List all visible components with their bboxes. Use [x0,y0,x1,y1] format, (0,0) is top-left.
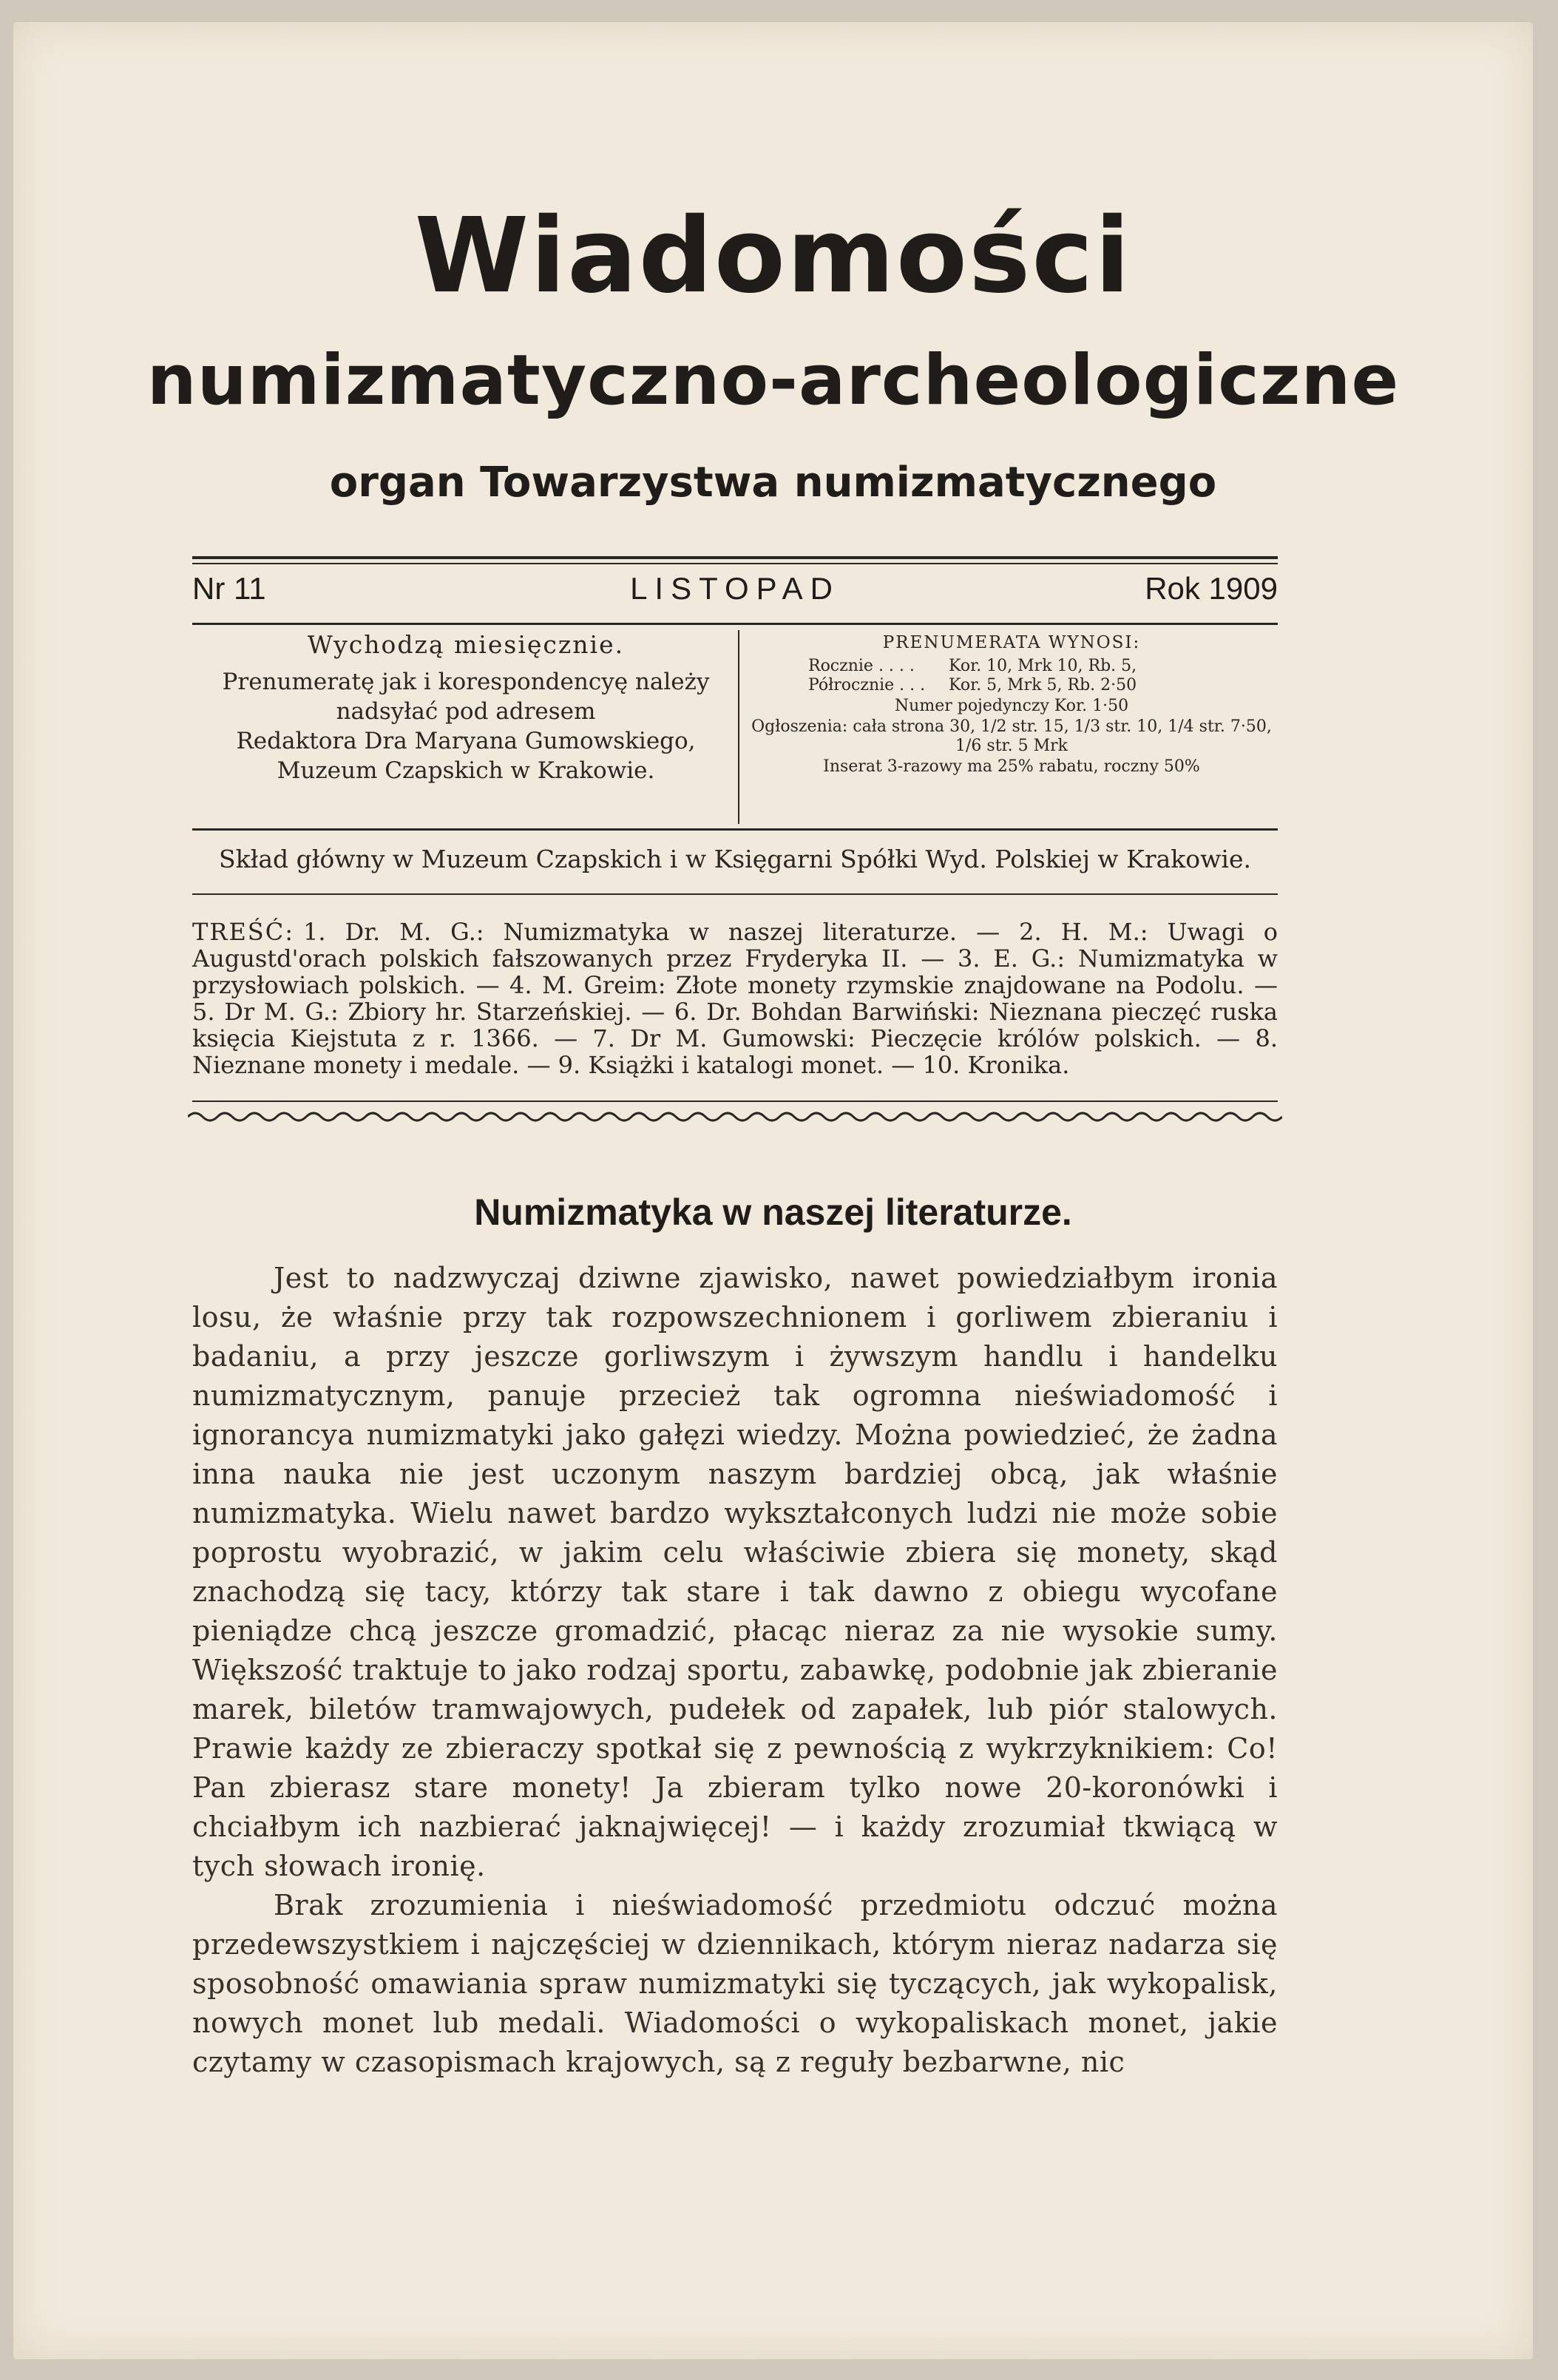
ads-prices: Ogłoszenia: cała strona 30, 1/2 str. 15, 1/3 str. 10, 1/4 str. 7·50, 1/6 str. 5 Mrk [751,717,1272,755]
issue-year: Rok 1909 [1145,571,1278,606]
contents-text: 1. Dr. M. G.: Numizmatyka w naszej literaturze. — 2. H. M.: Uwagi o Augustd'orach polskich fałszowanych przez Fryderyka II. — 3. E. G.: Numizmatyka w przysłowiach polskich. — 4. M. Greim: Złote monety rzymskie znajdowane na Podolu. — 5. Dr M. G.: Zbiory hr. Starzeńskiej. — 6. Dr. Bohdan Barwiński: Nieznana pieczęć ruska księcia Kiejstuta z r. 1366. — 7. Dr M. Gumowski: Pieczęcie królów polskich. — 8. Nieznane monety i medale. — 9. Książki i katalogi monet. — 10. Kronika. [192,918,1278,1079]
issue-month: LISTOPAD [630,571,840,606]
masthead-title: Wiadomości [414,196,1132,317]
info-line: nadsyłać pod adresem [336,698,596,725]
double-rule-bottom [192,563,1278,564]
info-line: Muzeum Czapskich w Krakowie. [277,757,655,784]
insert-discount: Inserat 3-razowy ma 25% rabatu, roczny 50% [823,757,1200,776]
subscription-info [745,630,1278,826]
issue-row [192,571,1278,623]
contents-label: TREŚĆ: [192,918,294,946]
price-label: Półrocznie . . . [808,676,926,694]
contents-bottom-rule [192,1101,1278,1102]
price-value: Kor. 10, Mrk 10, Rb. 5, [949,657,1137,675]
info-line: Prenumeratę jak i korespondencyę należy [222,669,710,695]
publication-info [192,630,739,826]
distribution-note: Skład główny w Muzeum Czapskich i w Księgarni Spółki Wyd. Polskiej w Krakowie. [219,845,1251,873]
double-rule-top [192,556,1278,559]
article-body [192,1259,1278,2082]
article-title: Numizmatyka w naszej literaturze. [474,1191,1072,1233]
article-paragraph: Jest to nadzwyczaj dziwne zjawisko, nawet powiedziałbym ironia losu, że właśnie przy tak rozpowszechnionem i gorliwem zbieraniu i badaniu, a przy jeszcze gorliwszym i żywszym handlu i handelku numizmatycznym, panuje przecież tak ogromna nieświadomość i ignorancya numizmatyki jako gałęzi wiedzy. Można powiedzieć, że żadna inna nauka nie jest uczonym naszym bardziej obcą, jak właśnie numizmatyka. Wielu nawet bardzo wykształconych ludzi nie może sobie poprostu wyobrazić, w jakim celu właściwie zbiera się monety, skąd znachodzą się tacy, którzy tak stare i tak dawno z obiegu wycofane pieniądze chcą jeszcze gromadzić, płacąc nieraz za nie wysokie sumy. Większość traktuje to jako rodzaj sportu, zabawkę, podobnie jak zbieranie marek, biletów tramwajowych, pudełek od zapałek, lub piór stalowych. Prawie każdy ze zbieraczy spotkał się z pewnością z wykrzyknikiem: Co! Pan zbierasz stare monety! Ja zbieram tylko nowe 20-koronówki i chciałbym ich nazbierać jaknajwięcej! — i każdy zrozumiał tkwiącą w tych słowach ironię. [192,1262,1278,1882]
table-of-contents [192,919,1278,1078]
masthead-organ: organ Towarzystwa numizmatycznego [329,459,1217,507]
subscription-heading: PRENUMERATA WYNOSI: [882,633,1141,652]
price-label: Rocznie . . . . [808,657,915,675]
masthead-subtitle: numizmatyczno-archeologiczne [146,340,1400,421]
frequency-heading: Wychodzą miesięcznie. [307,630,625,659]
article-paragraph: Brak zrozumienia i nieświadomość przedmiotu odczuć można przedewszystkiem i najczęściej w dziennikach, którym nieraz nadarza się sposobność omawiania spraw numizmatyki się tyczących, jak wykopalisk, nowych monet lub medali. Wiadomości o wykopaliskach monet, jakie czytamy w czasopismach krajowych, są z reguły bezbarwne, nic [192,1889,1278,2078]
price-value: Kor. 5, Mrk 5, Rb. 2·50 [949,676,1137,694]
price-row [745,657,1278,676]
issue-number: Nr 11 [192,571,266,606]
info-line: Redaktora Dra Maryana Gumowskiego, [236,728,696,754]
single-issue-price: Numer pojedynczy Kor. 1·50 [894,697,1129,715]
info-bottom-rule [192,828,1278,831]
column-divider [738,630,739,824]
wavy-ornament [188,1103,1282,1142]
info-top-rule [192,623,1278,625]
contents-top-rule [192,893,1278,895]
price-row [745,676,1278,695]
newspaper-page [13,22,1533,2359]
